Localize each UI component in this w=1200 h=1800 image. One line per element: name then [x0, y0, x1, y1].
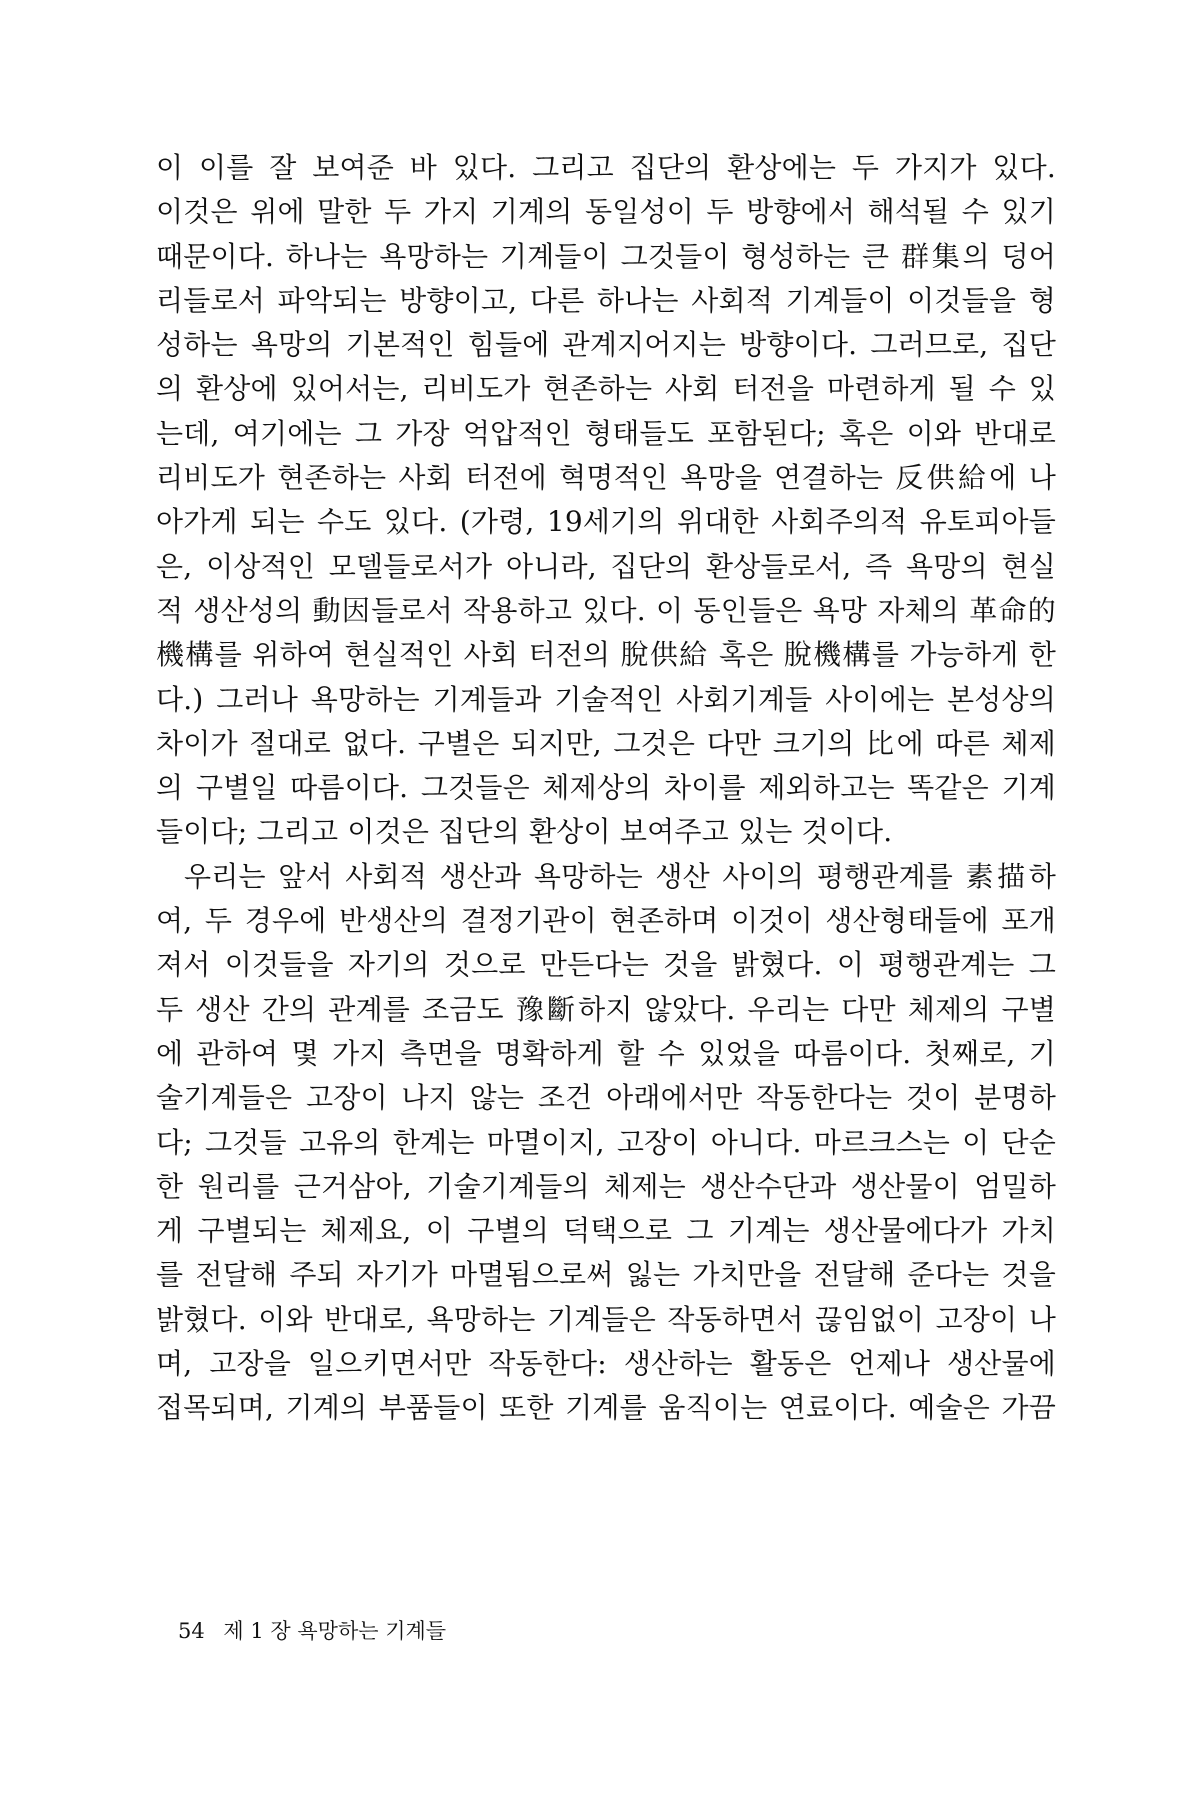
text-line: 아가게 되는 수도 있다. (가령, 19세기의 위대한 사회주의적 유토피아들	[156, 505, 1056, 539]
body-text	[156, 146, 1056, 1431]
text-line: 성하는 욕망의 기본적인 힘들에 관계지어지는 방향이다. 그러므로, 집단	[156, 328, 1056, 362]
page-footer	[178, 1617, 446, 1645]
text-line: 의 환상에 있어서는, 리비도가 현존하는 사회 터전을 마련하게 될 수 있	[156, 372, 1056, 406]
text-line: 들이다; 그리고 이것은 집단의 환상이 보여주고 있는 것이다.	[156, 815, 893, 849]
text-line: 여, 두 경우에 반생산의 결정기관이 현존하며 이것이 생산형태들에 포개	[156, 904, 1056, 938]
text-line: 은, 이상적인 모델들로서가 아니라, 집단의 환상들로서, 즉 욕망의 현실	[156, 549, 1056, 583]
text-line: 다.) 그러나 욕망하는 기계들과 기술적인 사회기계들 사이에는 본성상의	[156, 682, 1056, 716]
text-line: 는데, 여기에는 그 가장 억압적인 형태들도 포함된다; 혹은 이와 반대로	[156, 416, 1056, 450]
text-line: 술기계들은 고장이 나지 않는 조건 아래에서만 작동한다는 것이 분명하	[156, 1081, 1056, 1115]
text-line: 때문이다. 하나는 욕망하는 기계들이 그것들이 형성하는 큰 群集의 덩어	[156, 239, 1056, 273]
text-line: 이 이를 잘 보여준 바 있다. 그리고 집단의 환상에는 두 가지가 있다.	[156, 151, 1056, 184]
text-line: 밝혔다. 이와 반대로, 욕망하는 기계들은 작동하면서 끊임없이 고장이 나	[156, 1302, 1056, 1336]
text-line: 한 원리를 근거삼아, 기술기계들의 체제는 생산수단과 생산물이 엄밀하	[156, 1169, 1056, 1203]
running-chapter-title: 제 1 장 욕망하는 기계들	[223, 1619, 447, 1643]
text-line: 機構를 위하여 현실적인 사회 터전의 脫供給 혹은 脫機構를 가능하게 한	[156, 638, 1056, 672]
text-line: 차이가 절대로 없다. 구별은 되지만, 그것은 다만 크기의 比에 따른 체제	[156, 726, 1056, 760]
text-line: 리비도가 현존하는 사회 터전에 혁명적인 욕망을 연결하는 反供給에 나	[156, 461, 1056, 495]
text-line: 에 관하여 몇 가지 측면을 명확하게 할 수 있었을 따름이다. 첫째로, 기	[156, 1036, 1056, 1070]
text-line: 리들로서 파악되는 방향이고, 다른 하나는 사회적 기계들이 이것들을 형	[156, 283, 1056, 317]
text-line: 적 생산성의 動因들로서 작용하고 있다. 이 동인들은 욕망 자체의 革命的	[156, 593, 1056, 627]
text-line: 다; 그것들 고유의 한계는 마멸이지, 고장이 아니다. 마르크스는 이 단순	[156, 1125, 1056, 1159]
text-line: 져서 이것들을 자기의 것으로 만든다는 것을 밝혔다. 이 평행관계는 그	[156, 948, 1056, 982]
text-line: 의 구별일 따름이다. 그것들은 체제상의 차이를 제외하고는 똑같은 기계	[156, 771, 1056, 805]
text-line: 이것은 위에 말한 두 가지 기계의 동일성이 두 방향에서 해석될 수 있기	[156, 195, 1056, 229]
text-line: 접목되며, 기계의 부품들이 또한 기계를 움직이는 연료이다. 예술은 가끔	[156, 1391, 1056, 1425]
text-line: 게 구별되는 체제요, 이 구별의 덕택으로 그 기계는 생산물에다가 가치	[156, 1214, 1056, 1248]
text-line: 두 생산 간의 관계를 조금도 豫斷하지 않았다. 우리는 다만 체제의 구별	[156, 992, 1056, 1026]
paragraph-first-line: 우리는 앞서 사회적 생산과 욕망하는 생산 사이의 평행관계를 素描하	[184, 859, 1056, 893]
page-number: 54	[178, 1619, 205, 1643]
text-line: 며, 고장을 일으키면서만 작동한다: 생산하는 활동은 언제나 생산물에	[156, 1347, 1056, 1381]
text-line: 를 전달해 주되 자기가 마멸됨으로써 잃는 가치만을 전달해 준다는 것을	[156, 1258, 1056, 1292]
